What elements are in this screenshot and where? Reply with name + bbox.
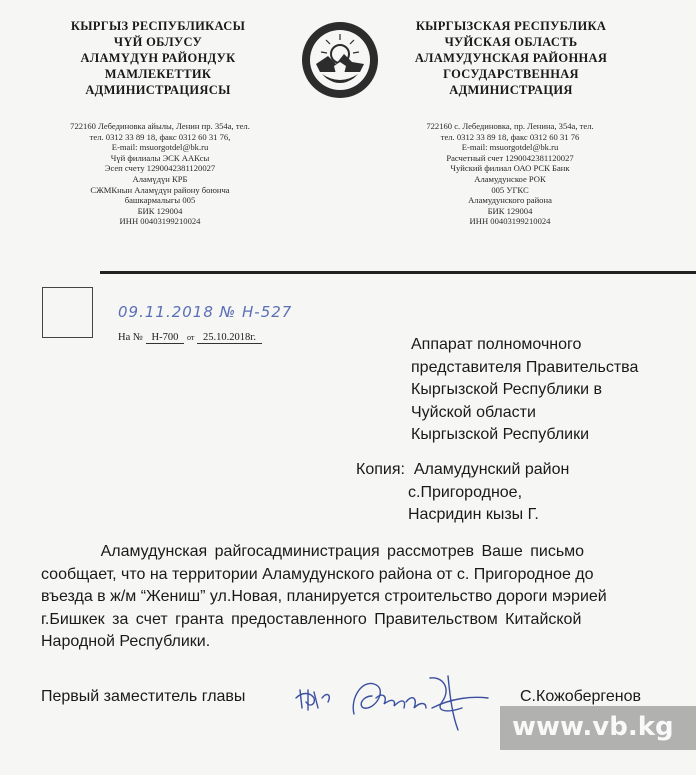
header-right-title-line: ГОСУДАРСТВЕННАЯ	[443, 67, 579, 81]
body-line: въезда в ж/м “Жениш” ул.Новая, планируется строительство дороги мэрией	[41, 588, 607, 605]
header-left-details	[40, 121, 280, 227]
header-left-title-line: ЧҮЙ ОБЛУСУ	[113, 35, 203, 49]
header-left-detail-line: 722160 Лебединовка айылы, Ленин пр. 354а, тел.	[70, 121, 250, 131]
copy-label: Копия:	[356, 461, 405, 478]
state-emblem-icon	[300, 20, 380, 100]
header-right-detail-line: тел. 0312 33 89 18, факс 0312 60 31 76	[440, 131, 580, 142]
header-right-title-line: ЧУЙСКАЯ ОБЛАСТЬ	[444, 35, 578, 49]
body-line: сообщает, что на территории Аламудунского района от с. Пригородное до	[41, 565, 594, 583]
signatory-name: С.Кожобергенов	[520, 688, 642, 705]
reference-from: от	[186, 333, 195, 342]
header-right-title-line: АЛАМУДУНСКАЯ РАЙОННАЯ	[414, 51, 608, 65]
addressee-line: Чуйской области	[411, 403, 536, 421]
reference-prefix: На №	[118, 332, 143, 343]
copy-line: Аламудунский район	[413, 461, 570, 478]
body-line: Аламудунская райгосадминистрация рассмотрев Ваше письмо	[41, 543, 585, 560]
outgoing-number: 09.11.2018 № Н-527	[118, 303, 293, 321]
header-right-title-line: АДМИНИСТРАЦИЯ	[449, 83, 573, 97]
reference-number: Н-700	[146, 332, 185, 344]
header-right-detail-line: Аламудунское РОК	[474, 173, 546, 184]
header-right-detail-line: 722160 с. Лебединовка, пр. Ленина, 354а, тел.	[426, 121, 594, 131]
header-right-detail-line: E-mail: msuorgotdel@bk.ru	[461, 142, 559, 153]
header-left-detail-line: тел. 0312 33 89 18, факс 0312 60 31 76,	[89, 131, 231, 142]
header-right-title-line: КЫРГЫЗСКАЯ РЕСПУБЛИКА	[415, 19, 607, 33]
header-left-title-line: КЫРГЫЗ РЕСПУБЛИКАСЫ	[70, 19, 246, 33]
signatory-role: Первый заместитель главы	[41, 688, 246, 705]
header-left-detail-line: СЖМКнын Аламүдүн району боюнча	[90, 184, 230, 195]
header-left-detail-line: башкармалыгы 005	[124, 195, 196, 206]
reference-line	[118, 332, 262, 344]
addressee-line: Кыргызской Республики в	[411, 381, 602, 398]
header-right-detail-line: Чуйский филиал ОАО РСК Банк	[450, 163, 570, 174]
header-right-detail-line: ИНН 00403199210024	[469, 216, 551, 227]
body-line: г.Бишкек за счет гранта предоставленного Правительством Китайской	[41, 610, 582, 628]
addressee-line: Аппарат полномочного	[411, 336, 582, 353]
header-left-title-line: АДМИНИСТРАЦИЯСЫ	[85, 83, 231, 97]
site-watermark	[500, 706, 696, 750]
header-right-detail-line: Расчетный счет 1290042381120027	[446, 152, 574, 163]
body-line: Народной Республики.	[41, 633, 211, 650]
header-divider	[100, 271, 696, 274]
header-left-title-line: АЛАМҮДҮН РАЙОНДУК	[80, 51, 236, 65]
copy-line: с.Пригородное,	[408, 483, 523, 501]
header-right-details	[394, 121, 626, 227]
handwritten-signature	[292, 668, 492, 734]
addressee-line: Кыргызской Республики	[411, 426, 590, 443]
header-right-detail-line: 005 УГКС	[491, 184, 529, 195]
reference-date: 25.10.2018г.	[197, 332, 262, 344]
addressee-line: представителя Правительства	[411, 358, 639, 376]
registration-stamp-box	[42, 287, 93, 338]
copy-line: Насридин кызы Г.	[408, 506, 539, 523]
header-right-detail-line: Аламудунского района	[468, 195, 552, 206]
header-left-title	[52, 18, 264, 98]
header-left-detail-line: ИНН 00403199210024	[119, 216, 201, 227]
header-left-title-line: МАМЛЕКЕТТИК	[104, 67, 212, 81]
addressee-block	[411, 334, 638, 447]
copy-block	[356, 459, 569, 527]
header-left-detail-line: Эсеп счету 1290042381120027	[104, 163, 216, 174]
letter-body	[41, 541, 645, 654]
header-right-detail-line: БИК 129004	[487, 205, 533, 216]
header-left-detail-line: Аламүдүн КРБ	[132, 173, 188, 184]
header-right-title	[398, 18, 624, 98]
header-left-detail-line: БИК 129004	[137, 205, 183, 216]
header-left-detail-line: Чүй филиалы ЭСК ААКсы	[110, 152, 210, 163]
watermark-text: www.vb.kg	[512, 712, 674, 742]
header-left-detail-line: E-mail: msuorgotdel@bk.ru	[111, 142, 209, 153]
